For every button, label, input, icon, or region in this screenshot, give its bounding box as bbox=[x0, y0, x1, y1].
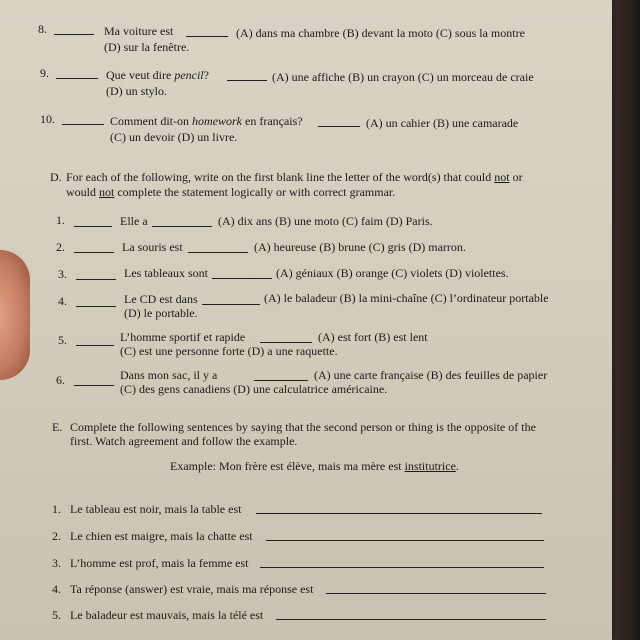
answer-blank[interactable] bbox=[76, 306, 116, 307]
fill-blank[interactable] bbox=[202, 304, 260, 305]
sentence-prompt: Le tableau est noir, mais la table est bbox=[70, 502, 242, 516]
item-stem: Le CD est dans bbox=[124, 292, 198, 306]
item-number: 2. bbox=[52, 529, 61, 543]
answer-line[interactable] bbox=[266, 540, 544, 541]
question-options: (A) un cahier (B) une camarade bbox=[366, 116, 519, 130]
item-options: (A) heureuse (B) brune (C) gris (D) marron. bbox=[254, 240, 466, 254]
item-number: 4. bbox=[58, 294, 67, 308]
question-options-cont: (C) un devoir (D) un livre. bbox=[110, 130, 238, 144]
item-options: (A) géniaux (B) orange (C) violets (D) violettes. bbox=[276, 266, 509, 280]
sentence-prompt: L’homme est prof, mais la femme est bbox=[70, 556, 249, 570]
answer-line[interactable] bbox=[276, 619, 546, 620]
answer-blank[interactable] bbox=[74, 226, 112, 227]
fill-blank[interactable] bbox=[318, 126, 360, 127]
item-stem: Elle a bbox=[120, 214, 148, 228]
item-number: 3. bbox=[52, 556, 61, 570]
section-letter: E. bbox=[52, 420, 63, 434]
sentence-prompt: Ta réponse (answer) est vraie, mais ma réponse est bbox=[70, 582, 314, 596]
fill-blank[interactable] bbox=[186, 36, 228, 37]
item-options: (A) dix ans (B) une moto (C) faim (D) Paris. bbox=[218, 214, 433, 228]
question-stem: Que veut dire pencil? bbox=[106, 68, 209, 82]
item-options-cont: (D) le portable. bbox=[124, 306, 198, 320]
answer-blank[interactable] bbox=[54, 34, 94, 35]
item-number: 6. bbox=[56, 373, 65, 387]
answer-blank[interactable] bbox=[56, 78, 98, 79]
item-number: 1. bbox=[56, 213, 65, 227]
question-options-cont: (D) un stylo. bbox=[106, 84, 167, 98]
item-number: 2. bbox=[56, 240, 65, 254]
question-options-cont: (D) sur la fenêtre. bbox=[104, 40, 190, 54]
item-number: 5. bbox=[58, 333, 67, 347]
fill-blank[interactable] bbox=[212, 278, 272, 279]
question-options: (A) une affiche (B) un crayon (C) un morceau de craie bbox=[272, 70, 534, 84]
item-stem: L’homme sportif et rapide bbox=[120, 330, 246, 344]
item-number: 4. bbox=[52, 582, 61, 596]
answer-blank[interactable] bbox=[76, 345, 114, 346]
section-letter: D. bbox=[50, 170, 62, 184]
fill-blank[interactable] bbox=[260, 342, 312, 343]
item-number: 3. bbox=[58, 267, 67, 281]
item-stem: Les tableaux sont bbox=[124, 266, 208, 280]
answer-line[interactable] bbox=[326, 593, 546, 594]
item-stem: La souris est bbox=[122, 240, 183, 254]
question-stem: Comment dit-on homework en français? bbox=[110, 114, 303, 128]
thumb-holding-page bbox=[0, 250, 30, 380]
item-number: 1. bbox=[52, 502, 61, 516]
item-options: (A) une carte française (B) des feuilles de papier bbox=[314, 368, 548, 382]
question-number: 8. bbox=[38, 22, 47, 36]
answer-line[interactable] bbox=[260, 567, 544, 568]
item-stem: Dans mon sac, il y a bbox=[120, 368, 218, 382]
question-number: 9. bbox=[40, 66, 49, 80]
item-options: (A) est fort (B) est lent bbox=[318, 330, 428, 344]
question-options: (A) dans ma chambre (B) devant la moto (C) sous la montre bbox=[236, 26, 525, 40]
example-sentence: Example: Mon frère est élève, mais ma mère est institutrice. bbox=[170, 459, 459, 473]
answer-blank[interactable] bbox=[74, 385, 114, 386]
sentence-prompt: Le baladeur est mauvais, mais la télé est bbox=[70, 608, 264, 622]
answer-line[interactable] bbox=[256, 513, 542, 514]
fill-blank[interactable] bbox=[227, 80, 267, 81]
section-instructions: Complete the following sentences by saying that the second person or thing is the opposite of the bbox=[70, 420, 536, 434]
item-options-cont: (C) des gens canadiens (D) une calculatrice américaine. bbox=[120, 382, 388, 396]
item-options-cont: (C) est une personne forte (D) a une raquette. bbox=[120, 344, 338, 358]
answer-blank[interactable] bbox=[62, 124, 104, 125]
section-instructions-cont: would not complete the statement logically or with correct grammar. bbox=[66, 185, 396, 199]
fill-blank[interactable] bbox=[188, 252, 248, 253]
question-number: 10. bbox=[40, 112, 55, 126]
section-instructions: For each of the following, write on the first blank line the letter of the word(s) that could not or bbox=[66, 170, 523, 184]
sentence-prompt: Le chien est maigre, mais la chatte est bbox=[70, 529, 253, 543]
item-options: (A) le baladeur (B) la mini-chaîne (C) l’ordinateur portable bbox=[264, 291, 549, 305]
answer-blank[interactable] bbox=[74, 252, 114, 253]
item-number: 5. bbox=[52, 608, 61, 622]
fill-blank[interactable] bbox=[254, 380, 308, 381]
section-instructions-cont: first. Watch agreement and follow the example. bbox=[70, 434, 298, 448]
question-stem: Ma voiture est bbox=[104, 24, 174, 38]
fill-blank[interactable] bbox=[152, 226, 212, 227]
answer-blank[interactable] bbox=[76, 279, 116, 280]
